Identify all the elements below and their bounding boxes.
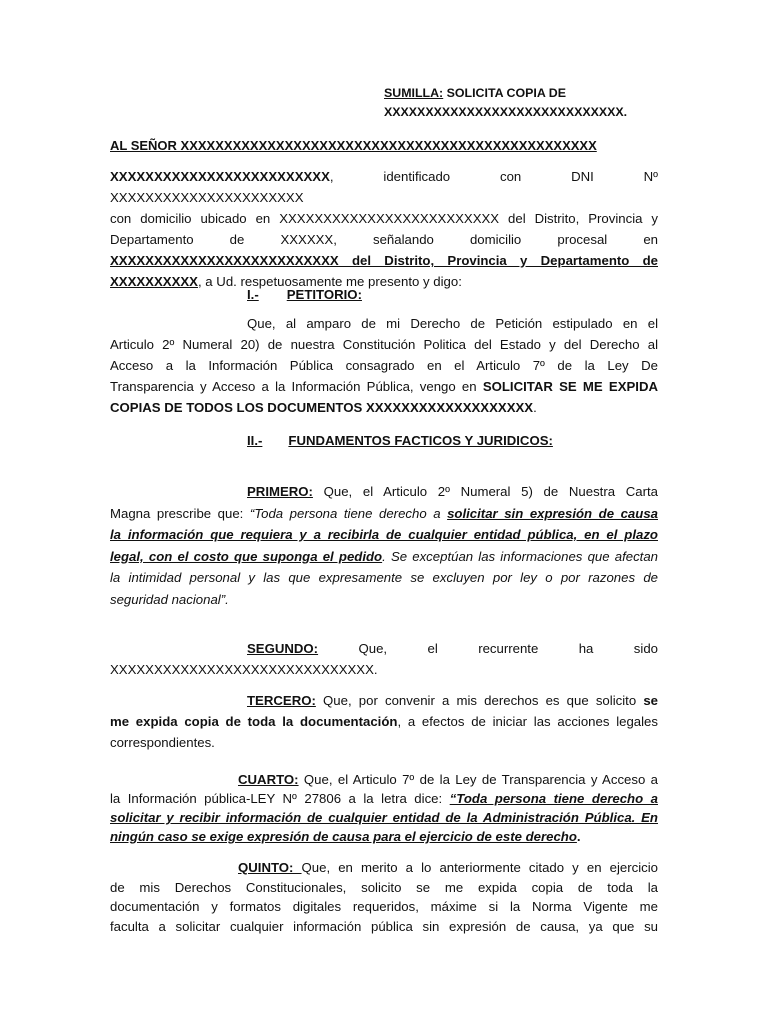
primero-line-4-rest: . Se exceptúan las informaciones que afectan [382, 548, 658, 564]
segundo-line-1: Que, el recurrente ha sido [358, 641, 658, 656]
petitioner-name: XXXXXXXXXXXXXXXXXXXXXXXXX [110, 169, 330, 184]
section-2-title: FUNDAMENTOS FACTICOS Y JURIDICOS: [288, 433, 553, 448]
tercero-emph-1: se [643, 693, 658, 708]
primero-quote-emph: solicitar sin expresión de causa [447, 505, 658, 521]
primero-line-2: Magna prescribe que: [110, 505, 250, 521]
quinto-paragraph [110, 858, 658, 936]
cuarto-paragraph [110, 770, 658, 846]
primero-line-1: Que, el Articulo 2º Numeral 5) de Nuestra Carta [312, 484, 658, 499]
quinto-line-2: de mis Derechos Constitucionales, solicito se me expida copia de toda la [110, 879, 658, 895]
intro-line-4: XXXXXXXXXXXXXXXXXXXXXXXXXX del Distrito, Provincia y Departamento de [110, 253, 658, 268]
primero-quote-start: “Toda persona tiene derecho a [249, 505, 448, 521]
intro-line-1: , identificado con DNI Nº XXXXXXXXXXXXXXXXXXXXXX [110, 169, 658, 205]
addressee: AL SEÑOR XXXXXXXXXXXXXXXXXXXXXXXXXXXXXXXXXXXXXXXXXXXXXXXX [110, 138, 597, 153]
cuarto-line-3: solicitar y recibir información de cualquier entidad de la Administración Pública. En [110, 810, 658, 825]
petitorio-line-3: Acceso a la Información Pública consagrado en el Articulo 7º de la Ley De [110, 358, 658, 373]
sumilla-text-1: SOLICITA COPIA DE [443, 86, 566, 100]
petitorio-line-2: Articulo 2º Numeral 20) de nuestra Constitución Politica del Estado y del Derecho al [110, 337, 658, 352]
cuarto-quote-start: “Toda persona tiene derecho a [449, 791, 658, 806]
section-1-title: PETITORIO: [286, 287, 362, 302]
cuarto-line-1: Que, el Articulo 7º de la Ley de Transparencia y Acceso a [298, 772, 658, 787]
cuarto-label: CUARTO: [238, 772, 299, 787]
cuarto-line-4-end: . [576, 829, 581, 844]
section-2-heading [247, 430, 607, 451]
petitorio-paragraph [110, 313, 658, 418]
petitorio-line-1: Que, al amparo de mi Derecho de Petición estipulado en el [247, 316, 658, 331]
quinto-line-4: faculta a solicitar cualquier información pública sin expresión de causa, ya que su [110, 918, 658, 934]
primero-label: PRIMERO: [247, 484, 313, 499]
segundo-label: SEGUNDO: [247, 641, 319, 656]
quinto-label: QUINTO: [238, 860, 302, 875]
tercero-line-3: correspondientes. [110, 735, 215, 750]
intro-line-2: con domicilio ubicado en XXXXXXXXXXXXXXXXXXXXXXXXX del Distrito, Provincia y [110, 211, 658, 226]
primero-line-5: la intimidad personal y las que expresamente se excluyen por ley o por razones de [110, 570, 658, 585]
petitorio-line-5: COPIAS DE TODOS LOS DOCUMENTOS XXXXXXXXXXXXXXXXXXX [110, 400, 534, 415]
section-1-number: I.- [247, 287, 259, 302]
section-1-heading [247, 284, 447, 305]
quinto-line-3: documentación y formatos digitales requeridos, máxime si la Norma Vigente me [110, 899, 658, 914]
intro-line-5: , a Ud. respetuosamente me presento y digo: [197, 274, 462, 289]
sumilla-block [384, 84, 684, 122]
sumilla-label: SUMILLA: [384, 86, 444, 100]
tercero-label: TERCERO: [247, 693, 316, 708]
tercero-line-2: , a efectos de iniciar las acciones legales [397, 714, 658, 729]
segundo-paragraph [110, 638, 658, 680]
section-2-number: II.- [247, 433, 263, 448]
segundo-line-2: XXXXXXXXXXXXXXXXXXXXXXXXXXXXXX. [110, 662, 378, 677]
petitorio-request: SOLICITAR SE ME EXPIDA [482, 379, 658, 394]
sumilla-text-2: XXXXXXXXXXXXXXXXXXXXXXXXXXXXX. [384, 105, 628, 119]
quinto-line-1: Que, en merito a lo anteriormente citado y en ejercicio [301, 860, 658, 875]
intro-paragraph [110, 166, 658, 292]
cuarto-line-2: la Información pública-LEY Nº 27806 a la letra dice: [110, 791, 450, 806]
tercero-line-1: Que, por convenir a mis derechos es que solicito [315, 693, 644, 708]
intro-line-3: Departamento de XXXXXX, señalando domicilio procesal en [110, 232, 658, 247]
petitorio-line-4: Transparencia y Acceso a la Información Pública, vengo en [110, 379, 483, 394]
tercero-paragraph [110, 690, 658, 753]
primero-line-4: legal, con el costo que suponga el pedido [110, 548, 383, 564]
intro-department: XXXXXXXXXX [110, 274, 198, 289]
primero-line-6: seguridad nacional”. [110, 591, 229, 607]
petitorio-line-5-end: . [533, 400, 537, 415]
cuarto-line-4: ningún caso se exige expresión de causa para el ejercicio de este derecho [110, 829, 577, 844]
tercero-emph-2: me expida copia de toda la documentación [110, 714, 398, 729]
primero-paragraph [110, 481, 658, 610]
primero-line-3: la información que requiera y a recibirla de cualquier entidad pública, en el plazo [110, 527, 658, 542]
